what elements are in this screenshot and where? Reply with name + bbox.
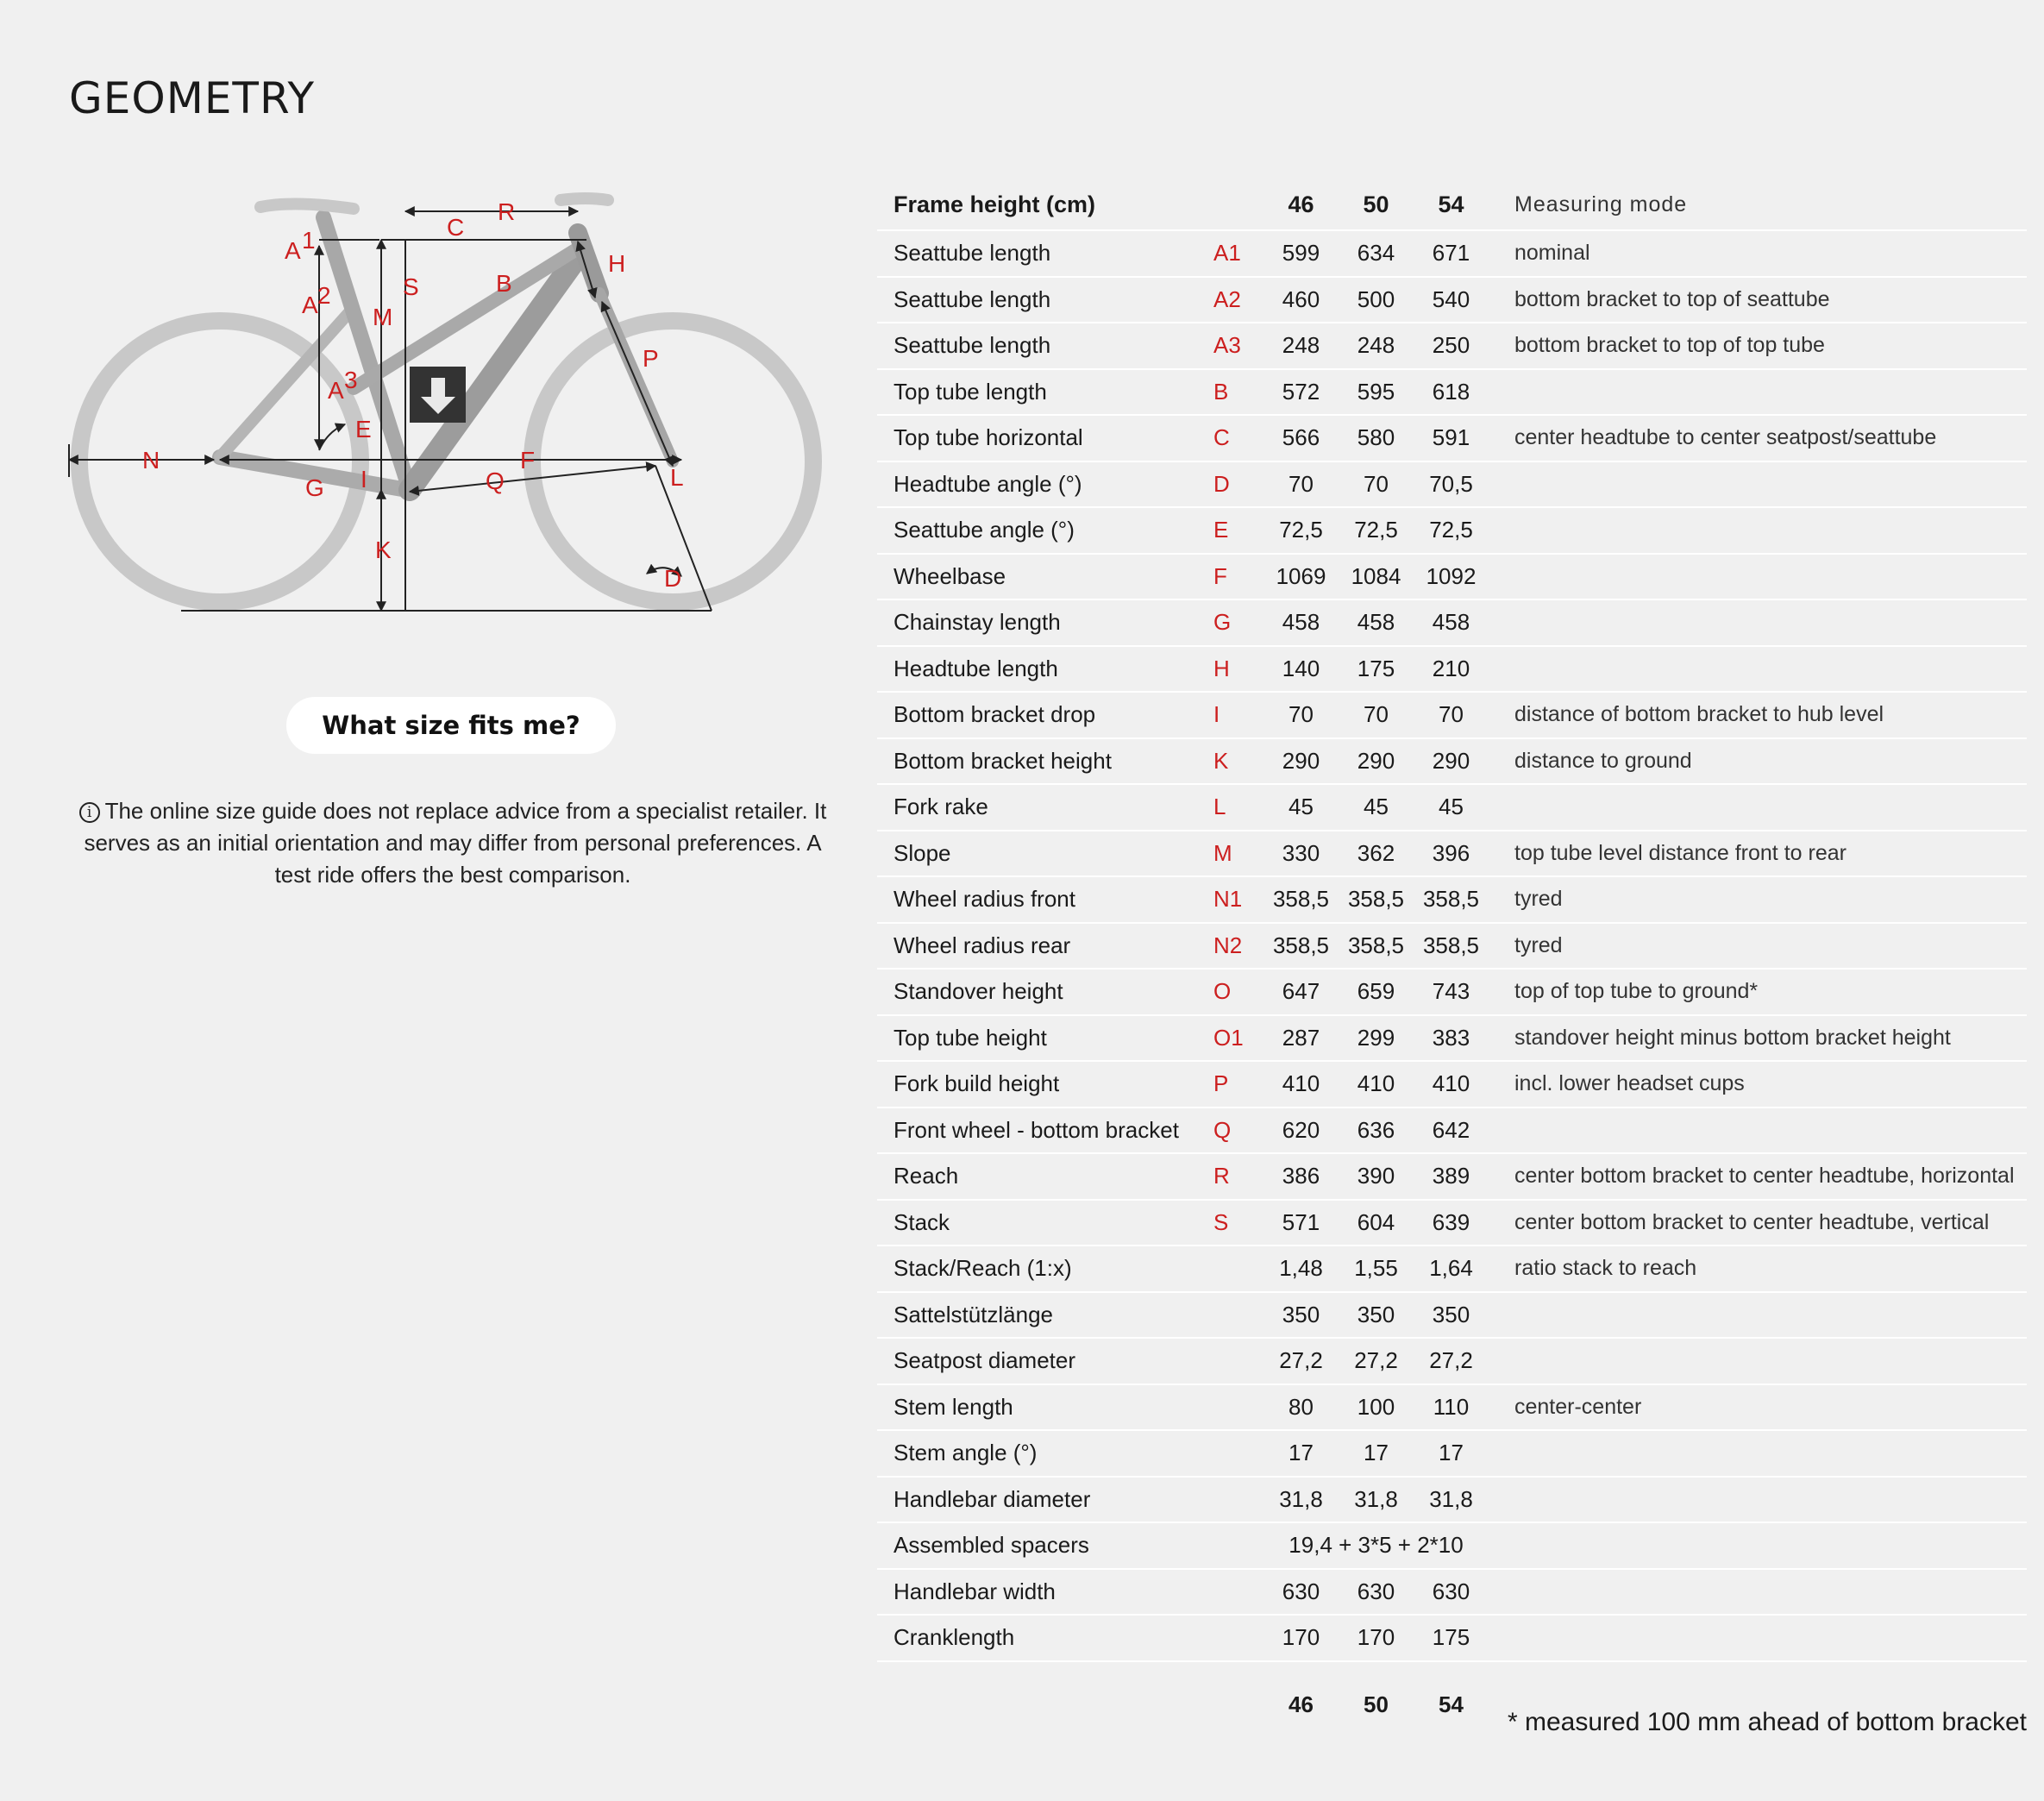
row-value-50: 350 (1357, 1301, 1395, 1327)
row-value-50: 595 (1357, 378, 1395, 405)
row-value-54: 45 (1439, 794, 1464, 820)
row-code: A3 (1213, 332, 1241, 359)
row-code: Q (1213, 1116, 1232, 1143)
table-row (877, 599, 2027, 646)
row-span-value: 19,4 + 3*5 + 2*10 (1288, 1532, 1464, 1559)
row-value-46: 72,5 (1279, 517, 1323, 543)
row-value-54: 639 (1432, 1208, 1470, 1235)
row-code: L (1213, 794, 1226, 820)
info-icon: i (79, 802, 100, 823)
row-measuring-mode (1489, 1615, 2027, 1661)
row-value-50: 299 (1357, 1024, 1395, 1051)
row-measuring-mode (1489, 1477, 2027, 1523)
row-value-54: 1,64 (1429, 1255, 1473, 1282)
header-size-54: 54 (1414, 180, 1489, 230)
label-a2-sup: 2 (317, 282, 331, 309)
row-value-46: 460 (1282, 286, 1320, 312)
row-value-54: 175 (1432, 1624, 1470, 1651)
header-size-50: 50 (1339, 180, 1414, 230)
row-label: Bottom bracket height (893, 747, 1112, 774)
row-measuring-mode: distance to ground (1514, 748, 1692, 773)
row-value-50: 604 (1357, 1208, 1395, 1235)
disclaimer-text: The online size guide does not replace advice from a specialist retailer. It serves as an initial orientation and may differ from personal preferences. A test ride offers the best comparison. (84, 798, 827, 888)
row-label: Top tube height (893, 1024, 1047, 1051)
row-value-46: 17 (1288, 1440, 1314, 1466)
header-code (1213, 180, 1263, 230)
row-value-50: 31,8 (1354, 1485, 1398, 1512)
row-value-46: 45 (1288, 794, 1314, 820)
row-measuring-mode (1489, 507, 2027, 554)
row-value-54: 17 (1439, 1440, 1464, 1466)
row-value-50: 630 (1357, 1578, 1395, 1604)
row-measuring-mode (1489, 1338, 2027, 1384)
row-value-46: 170 (1282, 1624, 1320, 1651)
row-value-46: 27,2 (1279, 1347, 1323, 1374)
row-value-54: 591 (1432, 424, 1470, 451)
header-size-46: 46 (1263, 180, 1339, 230)
row-measuring-mode: bottom bracket to top of seattube (1514, 286, 1830, 311)
header-frame-height: Frame height (cm) (877, 180, 1213, 230)
download-icon-box (410, 367, 466, 423)
row-code (1213, 1430, 1263, 1477)
row-code (1213, 1615, 1263, 1661)
row-measuring-mode (1489, 1108, 2027, 1154)
row-label: Handlebar width (893, 1578, 1056, 1604)
table-row (877, 646, 2027, 693)
label-l: L (670, 464, 684, 491)
row-value-54: 383 (1432, 1024, 1470, 1051)
row-value-46: 410 (1282, 1070, 1320, 1097)
row-code: D (1213, 470, 1230, 497)
row-label: Handlebar diameter (893, 1485, 1091, 1512)
row-code: N1 (1213, 886, 1243, 913)
row-value-54: 290 (1432, 747, 1470, 774)
row-label: Seattube length (893, 240, 1051, 267)
row-value-46: 290 (1282, 747, 1320, 774)
table-row (877, 692, 2027, 738)
table-row (877, 738, 2027, 785)
row-value-46: 140 (1282, 655, 1320, 681)
row-measuring-mode (1489, 1292, 2027, 1339)
row-measuring-mode: ratio stack to reach (1514, 1256, 1697, 1281)
row-measuring-mode: bottom bracket to top of top tube (1514, 333, 1825, 358)
row-label: Stem length (893, 1393, 1013, 1420)
row-label: Cranklength (893, 1624, 1015, 1651)
row-value-46: 458 (1282, 609, 1320, 636)
row-label: Stem angle (°) (893, 1440, 1038, 1466)
label-c: C (447, 214, 465, 241)
label-a1-sup: 1 (302, 227, 316, 254)
row-value-54: 618 (1432, 378, 1470, 405)
row-label: Seattube angle (°) (893, 517, 1075, 543)
row-value-50: 290 (1357, 747, 1395, 774)
row-label: Reach (893, 1163, 959, 1189)
row-value-54: 27,2 (1429, 1347, 1473, 1374)
table-body (877, 230, 2027, 1661)
table-row (877, 369, 2027, 416)
page-title: GEOMETRY (69, 73, 316, 123)
row-code: C (1213, 424, 1230, 451)
row-code: O1 (1213, 1024, 1244, 1051)
row-value-54: 31,8 (1429, 1485, 1473, 1512)
row-value-46: 70 (1288, 470, 1314, 497)
row-value-50: 634 (1357, 240, 1395, 267)
label-g: G (305, 474, 324, 501)
table-row (877, 1477, 2027, 1523)
row-value-50: 358,5 (1347, 886, 1405, 913)
row-code (1213, 1522, 1263, 1569)
row-value-50: 72,5 (1354, 517, 1398, 543)
table-row (877, 969, 2027, 1015)
label-k: K (375, 537, 392, 563)
row-label: Stack/Reach (1:x) (893, 1255, 1072, 1282)
row-value-46: 80 (1288, 1393, 1314, 1420)
table-row (877, 1108, 2027, 1154)
row-value-54: 642 (1432, 1116, 1470, 1143)
row-value-46: 248 (1282, 332, 1320, 359)
table-row (877, 507, 2027, 554)
table-row (877, 1522, 2027, 1569)
label-e: E (355, 416, 372, 442)
row-value-54: 110 (1433, 1393, 1470, 1420)
table-row (877, 554, 2027, 600)
row-code: I (1213, 701, 1220, 728)
row-value-50: 410 (1357, 1070, 1395, 1097)
row-code: A1 (1213, 240, 1241, 267)
row-measuring-mode: center-center (1514, 1394, 1642, 1419)
row-label: Standover height (893, 978, 1063, 1005)
table-row (877, 784, 2027, 831)
row-value-50: 1,55 (1354, 1255, 1398, 1282)
size-guide-button[interactable]: What size fits me? (286, 697, 616, 754)
row-measuring-mode (1489, 461, 2027, 508)
row-value-46: 599 (1282, 240, 1320, 267)
row-measuring-mode: center bottom bracket to center headtube, horizontal (1514, 1164, 2015, 1189)
table-row (877, 323, 2027, 369)
table-row (877, 1246, 2027, 1292)
row-measuring-mode (1489, 784, 2027, 831)
label-a2: A (302, 292, 318, 318)
row-label: Top tube length (893, 378, 1047, 405)
table-row (877, 831, 2027, 877)
table-row (877, 1384, 2027, 1431)
label-a3-sup: 3 (344, 367, 358, 393)
table-row (877, 415, 2027, 461)
row-measuring-mode (1489, 1430, 2027, 1477)
label-a3: A (328, 377, 344, 404)
row-code: A2 (1213, 286, 1241, 312)
row-code (1213, 1292, 1263, 1339)
row-measuring-mode (1489, 554, 2027, 600)
row-value-54: 358,5 (1422, 886, 1480, 913)
row-code (1213, 1477, 1263, 1523)
row-label: Seattube length (893, 332, 1051, 359)
table-row (877, 461, 2027, 508)
row-measuring-mode: top tube level distance front to rear (1514, 840, 1846, 865)
table-row (877, 1200, 2027, 1246)
row-code: K (1213, 747, 1229, 774)
row-value-54: 389 (1432, 1163, 1470, 1189)
row-value-50: 175 (1357, 655, 1395, 681)
label-m: M (373, 304, 393, 330)
footer-size-50: 50 (1364, 1691, 1389, 1717)
row-value-54: 743 (1432, 978, 1470, 1005)
row-label: Wheel radius front (893, 886, 1075, 913)
row-value-46: 571 (1282, 1208, 1320, 1235)
row-measuring-mode: center bottom bracket to center headtube, vertical (1514, 1209, 1990, 1234)
row-value-54: 396 (1432, 839, 1470, 866)
row-value-46: 630 (1282, 1578, 1320, 1604)
row-value-50: 70 (1364, 470, 1389, 497)
row-label: Chainstay length (893, 609, 1061, 636)
row-code: P (1213, 1070, 1229, 1097)
row-measuring-mode: nominal (1514, 241, 1590, 266)
row-value-54: 70,5 (1429, 470, 1473, 497)
row-value-54: 540 (1432, 286, 1470, 312)
row-code: R (1213, 1163, 1230, 1189)
row-value-50: 390 (1357, 1163, 1395, 1189)
table-row (877, 1569, 2027, 1616)
row-measuring-mode: top of top tube to ground* (1514, 979, 1759, 1004)
row-value-54: 410 (1432, 1070, 1470, 1097)
row-label: Seatpost diameter (893, 1347, 1076, 1374)
row-label: Wheel radius rear (893, 932, 1071, 958)
row-measuring-mode (1489, 646, 2027, 693)
label-n: N (142, 447, 160, 474)
row-value-54: 671 (1432, 240, 1470, 267)
row-measuring-mode: tyred (1514, 932, 1563, 957)
row-label: Top tube horizontal (893, 424, 1083, 451)
label-d: D (664, 565, 682, 592)
row-label: Slope (893, 839, 951, 866)
row-label: Bottom bracket drop (893, 701, 1096, 728)
row-measuring-mode (1489, 1569, 2027, 1616)
row-value-46: 358,5 (1272, 932, 1330, 958)
row-measuring-mode: incl. lower headset cups (1514, 1071, 1745, 1096)
table-row (877, 1153, 2027, 1200)
table-header-row (877, 180, 2027, 230)
row-code: G (1213, 609, 1232, 636)
header-measuring-mode: Measuring mode (1489, 180, 2027, 230)
row-code: B (1213, 378, 1229, 405)
row-measuring-mode: distance of bottom bracket to hub level (1514, 702, 1884, 727)
row-label: Assembled spacers (893, 1532, 1089, 1559)
row-code (1213, 1246, 1263, 1292)
bike-geometry-diagram (60, 181, 845, 630)
row-code: S (1213, 1208, 1229, 1235)
size-guide-disclaimer (69, 795, 837, 891)
row-value-46: 330 (1282, 839, 1320, 866)
row-value-50: 70 (1364, 701, 1389, 728)
table-row (877, 1430, 2027, 1477)
row-value-54: 70 (1439, 701, 1464, 728)
row-value-50: 362 (1357, 839, 1395, 866)
row-value-54: 72,5 (1429, 517, 1473, 543)
row-value-46: 1,48 (1279, 1255, 1323, 1282)
row-value-54: 250 (1432, 332, 1470, 359)
row-value-54: 458 (1432, 609, 1470, 636)
row-label: Fork rake (893, 794, 988, 820)
row-value-54: 210 (1432, 655, 1470, 681)
row-value-46: 70 (1288, 701, 1314, 728)
row-value-54: 630 (1432, 1578, 1470, 1604)
row-label: Headtube angle (°) (893, 470, 1082, 497)
row-code (1213, 1384, 1263, 1431)
row-value-46: 350 (1282, 1301, 1320, 1327)
row-label: Front wheel - bottom bracket (893, 1116, 1179, 1143)
table-row (877, 1338, 2027, 1384)
label-p: P (643, 345, 659, 372)
row-value-46: 358,5 (1272, 886, 1330, 913)
table-row (877, 876, 2027, 923)
row-label: Stack (893, 1208, 950, 1235)
row-value-50: 458 (1357, 609, 1395, 636)
label-h: H (608, 250, 626, 277)
row-value-50: 659 (1357, 978, 1395, 1005)
row-code (1213, 1338, 1263, 1384)
row-value-50: 358,5 (1347, 932, 1405, 958)
row-label: Fork build height (893, 1070, 1060, 1097)
geometry-table (877, 180, 2027, 1740)
row-value-46: 31,8 (1279, 1485, 1323, 1512)
row-value-54: 350 (1432, 1301, 1470, 1327)
table-row (877, 1061, 2027, 1108)
row-value-46: 1069 (1276, 562, 1326, 589)
row-label: Headtube length (893, 655, 1058, 681)
row-value-50: 100 (1357, 1393, 1395, 1420)
row-value-46: 620 (1282, 1116, 1320, 1143)
row-code (1213, 1569, 1263, 1616)
row-value-50: 500 (1357, 286, 1395, 312)
row-code: H (1213, 655, 1230, 681)
row-code: M (1213, 839, 1232, 866)
row-label: Seattube length (893, 286, 1051, 312)
row-value-50: 45 (1364, 794, 1389, 820)
label-q: Q (486, 468, 505, 494)
label-r: R (498, 198, 516, 225)
row-value-46: 386 (1282, 1163, 1320, 1189)
table-row (877, 230, 2027, 277)
row-label: Wheelbase (893, 562, 1006, 589)
footer-size-54: 54 (1439, 1691, 1464, 1717)
footer-size-46: 46 (1288, 1691, 1314, 1717)
table-row (877, 1292, 2027, 1339)
row-measuring-mode (1489, 1522, 2027, 1569)
row-value-50: 17 (1364, 1440, 1389, 1466)
table-row (877, 1015, 2027, 1062)
row-value-54: 1092 (1426, 562, 1477, 589)
row-value-50: 248 (1357, 332, 1395, 359)
row-measuring-mode: standover height minus bottom bracket height (1514, 1025, 1951, 1050)
row-value-46: 287 (1282, 1024, 1320, 1051)
label-f: F (520, 447, 536, 474)
row-measuring-mode: center headtube to center seatpost/seattube (1514, 425, 1937, 450)
row-value-50: 27,2 (1354, 1347, 1398, 1374)
row-code: F (1213, 562, 1227, 589)
footnote: * measured 100 mm ahead of bottom bracket (1508, 1708, 2027, 1736)
table-row (877, 923, 2027, 970)
row-value-54: 358,5 (1422, 932, 1480, 958)
row-value-50: 580 (1357, 424, 1395, 451)
row-value-50: 636 (1357, 1116, 1395, 1143)
row-value-50: 1084 (1351, 562, 1401, 589)
table-row (877, 277, 2027, 323)
row-measuring-mode (1489, 599, 2027, 646)
row-code: E (1213, 517, 1229, 543)
table-row (877, 1615, 2027, 1661)
label-a1: A (285, 237, 301, 264)
row-value-46: 572 (1282, 378, 1320, 405)
row-measuring-mode: tyred (1514, 887, 1563, 912)
label-s: S (403, 273, 419, 300)
row-value-46: 647 (1282, 978, 1320, 1005)
row-label: Sattelstützlänge (893, 1301, 1054, 1327)
row-value-46: 566 (1282, 424, 1320, 451)
row-code: N2 (1213, 932, 1243, 958)
row-value-50: 170 (1357, 1624, 1395, 1651)
label-i: I (361, 466, 367, 493)
row-code: O (1213, 978, 1232, 1005)
label-b: B (496, 270, 512, 297)
row-measuring-mode (1489, 369, 2027, 416)
